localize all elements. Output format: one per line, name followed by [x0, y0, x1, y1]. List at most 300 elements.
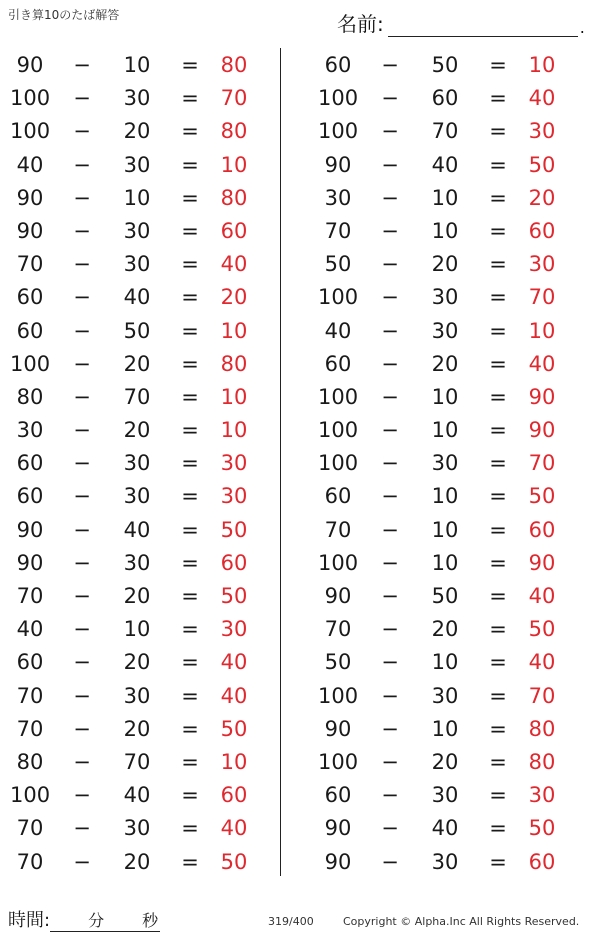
subtrahend: 10: [123, 617, 151, 642]
problem-row: [308, 746, 588, 779]
answer: 30: [528, 783, 556, 808]
subtrahend: 50: [431, 584, 459, 608]
subtrahend: 30: [431, 783, 459, 808]
answer: 10: [220, 384, 248, 409]
subtrahend: 10: [431, 185, 459, 210]
minuend: 40: [16, 152, 44, 177]
answer: 50: [528, 816, 556, 841]
minus-sign: −: [73, 849, 91, 874]
answer: 20: [220, 285, 248, 310]
minus-sign: −: [73, 783, 91, 808]
equals-sign: =: [181, 119, 199, 144]
problem-row: [308, 248, 588, 281]
problem-row: [308, 547, 588, 580]
minutes-label: 分: [88, 911, 105, 930]
name-label: 名前:: [337, 12, 384, 36]
answer: 80: [220, 119, 248, 144]
problem-row: [308, 49, 588, 82]
subtrahend: 30: [431, 683, 459, 708]
minus-sign: −: [381, 252, 399, 277]
equals-sign: =: [489, 86, 507, 111]
problem-row: [0, 480, 280, 513]
answer: 10: [220, 318, 248, 343]
minus-sign: −: [73, 119, 91, 144]
answer: 10: [528, 53, 556, 77]
subtrahend: 40: [123, 517, 151, 542]
equals-sign: =: [181, 185, 199, 210]
problem-row: [0, 580, 280, 613]
equals-sign: =: [181, 716, 199, 741]
minuend: 60: [324, 484, 352, 509]
minus-sign: −: [381, 650, 399, 675]
equals-sign: =: [181, 218, 199, 243]
equals-sign: =: [489, 849, 507, 874]
minus-sign: −: [73, 185, 91, 210]
minuend: 90: [324, 816, 352, 841]
minus-sign: −: [73, 252, 91, 277]
problem-row: [308, 281, 588, 314]
minuend: 90: [16, 53, 44, 77]
problem-row: [0, 49, 280, 82]
equals-sign: =: [489, 617, 507, 642]
subtrahend: 20: [123, 849, 151, 874]
subtrahend: 20: [431, 252, 459, 277]
minus-sign: −: [73, 152, 91, 177]
answer: 70: [528, 285, 556, 310]
answer: 40: [220, 683, 248, 708]
equals-sign: =: [181, 816, 199, 841]
subtrahend: 30: [431, 849, 459, 874]
subtrahend: 10: [431, 484, 459, 509]
subtrahend: 30: [123, 86, 151, 111]
minus-sign: −: [73, 285, 91, 310]
subtrahend: 30: [431, 318, 459, 343]
minus-sign: −: [381, 550, 399, 575]
minus-sign: −: [381, 285, 399, 310]
answer: 30: [528, 119, 556, 144]
subtrahend: 10: [431, 716, 459, 741]
minus-sign: −: [381, 749, 399, 774]
minuend: 100: [318, 683, 359, 708]
minuend: 30: [16, 418, 44, 443]
answer: 10: [220, 418, 248, 443]
answer: 50: [528, 484, 556, 509]
right-problem-column: [308, 49, 588, 879]
problem-row: [308, 115, 588, 148]
minuend: 60: [16, 318, 44, 343]
equals-sign: =: [181, 152, 199, 177]
answer: 50: [220, 584, 248, 608]
minus-sign: −: [381, 584, 399, 608]
equals-sign: =: [181, 418, 199, 443]
problem-row: [308, 613, 588, 646]
equals-sign: =: [489, 650, 507, 675]
minus-sign: −: [73, 484, 91, 509]
minuend: 100: [318, 451, 359, 476]
equals-sign: =: [489, 252, 507, 277]
minus-sign: −: [381, 53, 399, 77]
equals-sign: =: [181, 285, 199, 310]
subtrahend: 10: [123, 53, 151, 77]
problem-row: [0, 680, 280, 713]
problem-row: [0, 812, 280, 845]
answer: 10: [220, 749, 248, 774]
subtrahend: 40: [123, 783, 151, 808]
problem-row: [308, 812, 588, 845]
problem-row: [308, 315, 588, 348]
left-problem-column: [0, 49, 280, 879]
minuend: 90: [324, 716, 352, 741]
equals-sign: =: [489, 550, 507, 575]
equals-sign: =: [181, 617, 199, 642]
minus-sign: −: [381, 683, 399, 708]
minuend: 100: [318, 285, 359, 310]
answer: 90: [528, 550, 556, 575]
minus-sign: −: [73, 683, 91, 708]
equals-sign: =: [489, 683, 507, 708]
minus-sign: −: [73, 550, 91, 575]
subtrahend: 10: [431, 384, 459, 409]
minuend: 100: [318, 418, 359, 443]
minuend: 90: [16, 517, 44, 542]
answer: 90: [528, 418, 556, 443]
equals-sign: =: [181, 318, 199, 343]
problem-row: [308, 779, 588, 812]
minuend: 70: [16, 816, 44, 841]
minuend: 40: [16, 617, 44, 642]
problem-row: [308, 713, 588, 746]
minus-sign: −: [73, 318, 91, 343]
minus-sign: −: [73, 384, 91, 409]
answer: 40: [528, 650, 556, 675]
equals-sign: =: [181, 517, 199, 542]
subtrahend: 30: [123, 484, 151, 509]
minuend: 100: [318, 86, 359, 111]
equals-sign: =: [181, 53, 199, 77]
answer: 50: [528, 617, 556, 642]
minus-sign: −: [381, 816, 399, 841]
subtrahend: 20: [431, 617, 459, 642]
equals-sign: =: [489, 451, 507, 476]
subtrahend: 30: [123, 451, 151, 476]
subtrahend: 70: [431, 119, 459, 144]
minuend: 90: [324, 584, 352, 608]
subtrahend: 20: [123, 584, 151, 608]
time-field: [8, 906, 160, 932]
answer: 80: [220, 53, 248, 77]
answer: 60: [528, 517, 556, 542]
subtrahend: 10: [431, 218, 459, 243]
minus-sign: −: [381, 617, 399, 642]
subtrahend: 40: [431, 152, 459, 177]
problem-row: [0, 447, 280, 480]
column-divider: [280, 48, 281, 876]
subtrahend: 20: [431, 351, 459, 376]
minuend: 100: [10, 86, 51, 111]
problem-row: [0, 414, 280, 447]
subtrahend: 20: [123, 716, 151, 741]
minuend: 90: [324, 849, 352, 874]
answer: 30: [220, 451, 248, 476]
minuend: 100: [10, 783, 51, 808]
subtrahend: 20: [123, 650, 151, 675]
problem-row: [0, 779, 280, 812]
minus-sign: −: [73, 650, 91, 675]
minuend: 60: [16, 484, 44, 509]
equals-sign: =: [489, 119, 507, 144]
name-field-area: [337, 8, 585, 37]
problem-row: [308, 381, 588, 414]
name-underline[interactable]: [388, 14, 578, 37]
equals-sign: =: [489, 53, 507, 77]
minus-sign: −: [73, 584, 91, 608]
problem-row: [308, 215, 588, 248]
worksheet-title: 引き算10のたば解答: [8, 8, 120, 22]
answer: 10: [220, 152, 248, 177]
minuend: 90: [16, 218, 44, 243]
equals-sign: =: [181, 550, 199, 575]
minuend: 70: [324, 617, 352, 642]
answer: 10: [528, 318, 556, 343]
subtrahend: 10: [431, 517, 459, 542]
problem-row: [0, 746, 280, 779]
answer: 70: [528, 683, 556, 708]
subtrahend: 40: [431, 816, 459, 841]
minus-sign: −: [381, 86, 399, 111]
subtrahend: 10: [431, 550, 459, 575]
answer: 50: [220, 716, 248, 741]
minus-sign: −: [381, 517, 399, 542]
minus-sign: −: [381, 318, 399, 343]
answer: 80: [528, 749, 556, 774]
subtrahend: 10: [123, 185, 151, 210]
answer: 80: [528, 716, 556, 741]
problem-row: [308, 82, 588, 115]
minuend: 100: [318, 749, 359, 774]
problem-row: [0, 613, 280, 646]
minus-sign: −: [73, 617, 91, 642]
problem-row: [308, 414, 588, 447]
equals-sign: =: [181, 650, 199, 675]
minuend: 90: [324, 152, 352, 177]
minuend: 80: [16, 749, 44, 774]
problem-row: [308, 846, 588, 879]
subtrahend: 50: [431, 53, 459, 77]
problem-row: [308, 646, 588, 679]
minuend: 60: [16, 451, 44, 476]
subtrahend: 30: [123, 152, 151, 177]
subtrahend: 20: [123, 418, 151, 443]
minuend: 50: [324, 650, 352, 675]
equals-sign: =: [489, 152, 507, 177]
equals-sign: =: [489, 783, 507, 808]
subtrahend: 20: [123, 119, 151, 144]
equals-sign: =: [489, 185, 507, 210]
minus-sign: −: [381, 451, 399, 476]
equals-sign: =: [181, 749, 199, 774]
answer: 20: [528, 185, 556, 210]
minuend: 60: [324, 783, 352, 808]
equals-sign: =: [489, 517, 507, 542]
minus-sign: −: [73, 716, 91, 741]
answer: 80: [220, 351, 248, 376]
problem-row: [0, 149, 280, 182]
problem-row: [0, 281, 280, 314]
subtrahend: 30: [123, 816, 151, 841]
problem-row: [0, 215, 280, 248]
minus-sign: −: [381, 418, 399, 443]
problem-row: [0, 348, 280, 381]
subtrahend: 70: [123, 749, 151, 774]
minuend: 70: [16, 849, 44, 874]
equals-sign: =: [181, 252, 199, 277]
problem-row: [308, 348, 588, 381]
name-end-dot: .: [579, 18, 585, 37]
minus-sign: −: [73, 451, 91, 476]
minus-sign: −: [73, 749, 91, 774]
minuend: 100: [10, 119, 51, 144]
subtrahend: 30: [431, 451, 459, 476]
answer: 40: [528, 351, 556, 376]
minuend: 100: [318, 550, 359, 575]
answer: 70: [220, 86, 248, 111]
problem-row: [0, 713, 280, 746]
problem-row: [308, 149, 588, 182]
answer: 50: [528, 152, 556, 177]
copyright-text: Copyright © Alpha.Inc All Rights Reserved.: [343, 915, 580, 928]
minuend: 100: [318, 384, 359, 409]
subtrahend: 30: [123, 550, 151, 575]
minuend: 80: [16, 384, 44, 409]
minuend: 60: [324, 351, 352, 376]
answer: 40: [220, 650, 248, 675]
minus-sign: −: [73, 86, 91, 111]
answer: 30: [528, 252, 556, 277]
answer: 30: [220, 484, 248, 509]
equals-sign: =: [181, 384, 199, 409]
problem-row: [0, 115, 280, 148]
minuend: 90: [16, 185, 44, 210]
subtrahend: 30: [123, 252, 151, 277]
equals-sign: =: [181, 783, 199, 808]
minuend: 70: [16, 252, 44, 277]
answer: 50: [220, 517, 248, 542]
equals-sign: =: [489, 749, 507, 774]
minus-sign: −: [381, 119, 399, 144]
minus-sign: −: [73, 218, 91, 243]
minus-sign: −: [381, 218, 399, 243]
equals-sign: =: [489, 418, 507, 443]
problem-row: [0, 547, 280, 580]
answer: 60: [220, 783, 248, 808]
problem-row: [308, 680, 588, 713]
problem-row: [308, 514, 588, 547]
problem-row: [308, 480, 588, 513]
answer: 70: [528, 451, 556, 476]
minus-sign: −: [73, 351, 91, 376]
equals-sign: =: [181, 451, 199, 476]
minus-sign: −: [381, 849, 399, 874]
minus-sign: −: [381, 152, 399, 177]
minus-sign: −: [73, 517, 91, 542]
problem-row: [308, 182, 588, 215]
equals-sign: =: [181, 683, 199, 708]
minus-sign: −: [381, 351, 399, 376]
minuend: 70: [16, 683, 44, 708]
equals-sign: =: [489, 584, 507, 608]
equals-sign: =: [489, 218, 507, 243]
minuend: 70: [324, 218, 352, 243]
subtrahend: 30: [123, 683, 151, 708]
problem-row: [0, 846, 280, 879]
minus-sign: −: [381, 484, 399, 509]
minuend: 90: [16, 550, 44, 575]
problem-row: [0, 248, 280, 281]
minus-sign: −: [73, 418, 91, 443]
minuend: 60: [16, 285, 44, 310]
subtrahend: 10: [431, 418, 459, 443]
equals-sign: =: [489, 318, 507, 343]
subtrahend: 40: [123, 285, 151, 310]
time-label: 時間:: [8, 910, 51, 931]
equals-sign: =: [181, 584, 199, 608]
subtrahend: 30: [431, 285, 459, 310]
answer: 60: [220, 218, 248, 243]
answer: 60: [528, 218, 556, 243]
minuend: 60: [16, 650, 44, 675]
minuend: 60: [324, 53, 352, 77]
subtrahend: 20: [123, 351, 151, 376]
equals-sign: =: [489, 484, 507, 509]
equals-sign: =: [181, 86, 199, 111]
page-number: 319/400: [268, 915, 314, 928]
answer: 50: [220, 849, 248, 874]
minus-sign: −: [73, 816, 91, 841]
answer: 60: [528, 849, 556, 874]
minuend: 70: [324, 517, 352, 542]
time-underline[interactable]: [50, 911, 160, 932]
minus-sign: −: [381, 783, 399, 808]
problem-row: [0, 182, 280, 215]
minuend: 70: [16, 716, 44, 741]
minus-sign: −: [381, 716, 399, 741]
problem-row: [308, 447, 588, 480]
equals-sign: =: [489, 384, 507, 409]
equals-sign: =: [181, 351, 199, 376]
minuend: 100: [318, 119, 359, 144]
problem-row: [0, 315, 280, 348]
subtrahend: 30: [123, 218, 151, 243]
seconds-label: 秒: [142, 911, 159, 930]
problem-row: [0, 381, 280, 414]
problem-row: [0, 646, 280, 679]
answer: 60: [220, 550, 248, 575]
minuend: 30: [324, 185, 352, 210]
equals-sign: =: [181, 849, 199, 874]
answer: 40: [220, 252, 248, 277]
minus-sign: −: [381, 384, 399, 409]
equals-sign: =: [489, 351, 507, 376]
subtrahend: 70: [123, 384, 151, 409]
answer: 40: [528, 584, 556, 608]
answer: 90: [528, 384, 556, 409]
minuend: 100: [10, 351, 51, 376]
answer: 30: [220, 617, 248, 642]
answer: 40: [220, 816, 248, 841]
equals-sign: =: [489, 285, 507, 310]
equals-sign: =: [489, 716, 507, 741]
answer: 40: [528, 86, 556, 111]
